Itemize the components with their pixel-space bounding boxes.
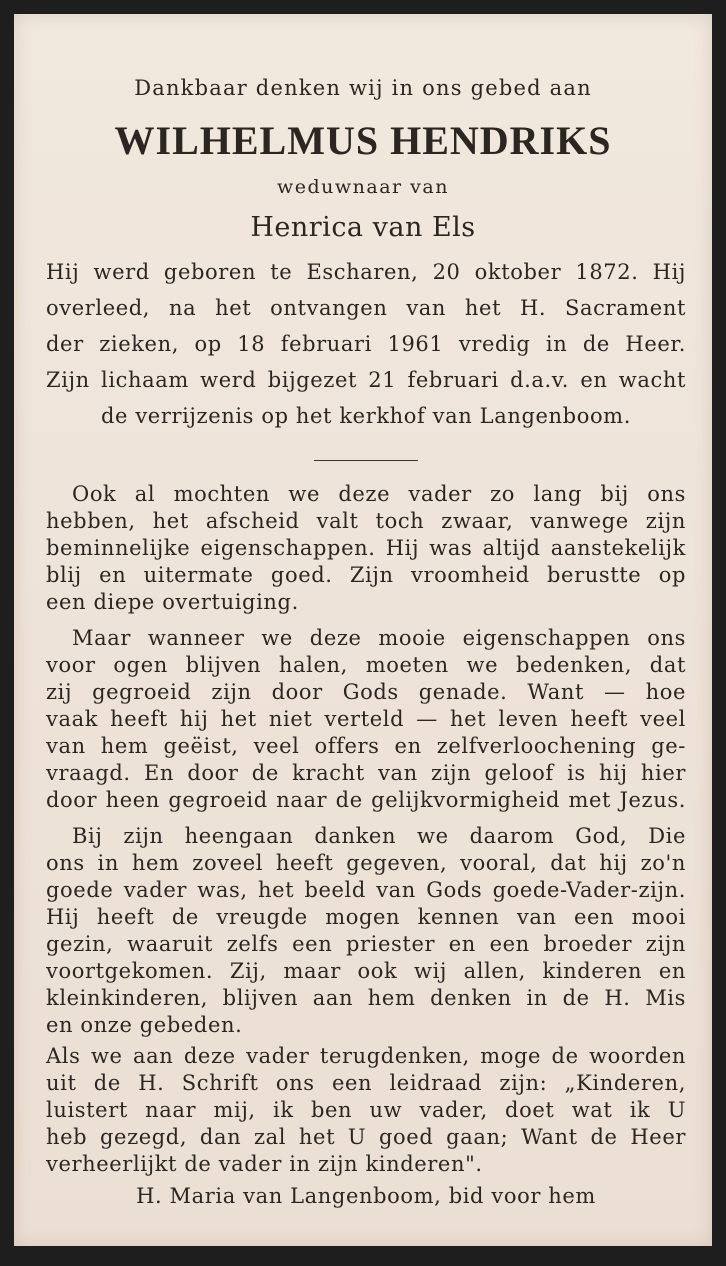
closing-prayer: H. Maria van Langenboom, bid voor hem: [136, 1184, 596, 1208]
paragraph4-line: luistert naar mij, ik ben uw vader, doet wat ik U: [46, 1098, 686, 1122]
paragraph2-line: Maar wanneer we deze mooie eigenschappen ons: [72, 626, 686, 650]
paragraph3-line: kleinkinderen, blijven aan hem denken in de H. Mis: [46, 986, 686, 1010]
relation-text: weduwnaar van: [277, 176, 449, 198]
paragraph2-line: vaak heeft hij het niet verteld — het leven heeft veel: [46, 707, 686, 731]
paragraph4-line: uit de H. Schrift ons een leidraad zijn: „Kinderen,: [46, 1071, 686, 1095]
paragraph3-line: ons in hem zoveel heeft gegeven, vooral, dat hij zo'n: [46, 851, 686, 875]
intro-text: Dankbaar denken wij in ons gebed aan: [134, 76, 592, 100]
paragraph1-line: beminnelijke eigenschappen. Hij was altijd aanstekelijk: [46, 536, 686, 560]
paragraph1-line: hebben, het afscheid valt toch zwaar, vanwege zijn: [46, 509, 686, 533]
paragraph3-line: gezin, waaruit zelfs een priester en een broeder zijn: [46, 932, 686, 956]
paragraph1-line: een diepe overtuiging.: [46, 590, 299, 614]
paragraph4-line: heb gezegd, dan zal het U goed gaan; Want de Heer: [46, 1125, 686, 1149]
memorial-card: [14, 14, 712, 1246]
deceased-name: WILHELMUS HENDRIKS: [114, 118, 612, 163]
bio-line: overleed, na het ontvangen van het H. Sacrament: [46, 296, 686, 320]
paragraph2-line: vraagd. En door de kracht van zijn geloof is hij hier: [46, 761, 686, 785]
bio-line: Hij werd geboren te Escharen, 20 oktober 1872. Hij: [46, 260, 686, 284]
paragraph3-line: en onze gebeden.: [46, 1013, 243, 1037]
paragraph1-line: Ook al mochten we deze vader zo lang bij ons: [72, 482, 686, 506]
bio-line: de verrijzenis op het kerkhof van Langenboom.: [101, 404, 631, 428]
paragraph4-line: Als we aan deze vader terugdenken, moge de woorden: [46, 1044, 686, 1068]
paragraph2-line: zij gegroeid zijn door Gods genade. Want — hoe: [46, 680, 686, 704]
bio-line: Zijn lichaam werd bijgezet 21 februari d.a.v. en wacht: [46, 368, 686, 392]
spouse-name: Henrica van Els: [250, 212, 476, 243]
bio-line: der zieken, op 18 februari 1961 vredig in de Heer.: [46, 332, 686, 356]
divider-rule: [314, 460, 418, 461]
paragraph3-line: goede vader was, het beeld van Gods goede-Vader-zijn.: [46, 878, 686, 902]
paragraph3-line: voortgekomen. Zij, maar ook wij allen, kinderen en: [46, 959, 686, 983]
paragraph3-line: Bij zijn heengaan danken we daarom God, Die: [72, 824, 686, 848]
paragraph4-line: verheerlijkt de vader in zijn kinderen".: [46, 1152, 483, 1176]
paragraph2-line: voor ogen blijven halen, moeten we bedenken, dat: [46, 653, 686, 677]
paragraph3-line: Hij heeft de vreugde mogen kennen van een mooi: [46, 905, 686, 929]
paragraph2-line: van hem geëist, veel offers en zelfverloochening ge-: [46, 734, 686, 758]
paragraph1-line: blij en uitermate goed. Zijn vroomheid berustte op: [46, 563, 686, 587]
paragraph2-line: door heen gegroeid naar de gelijkvormigheid met Jezus.: [46, 788, 686, 812]
